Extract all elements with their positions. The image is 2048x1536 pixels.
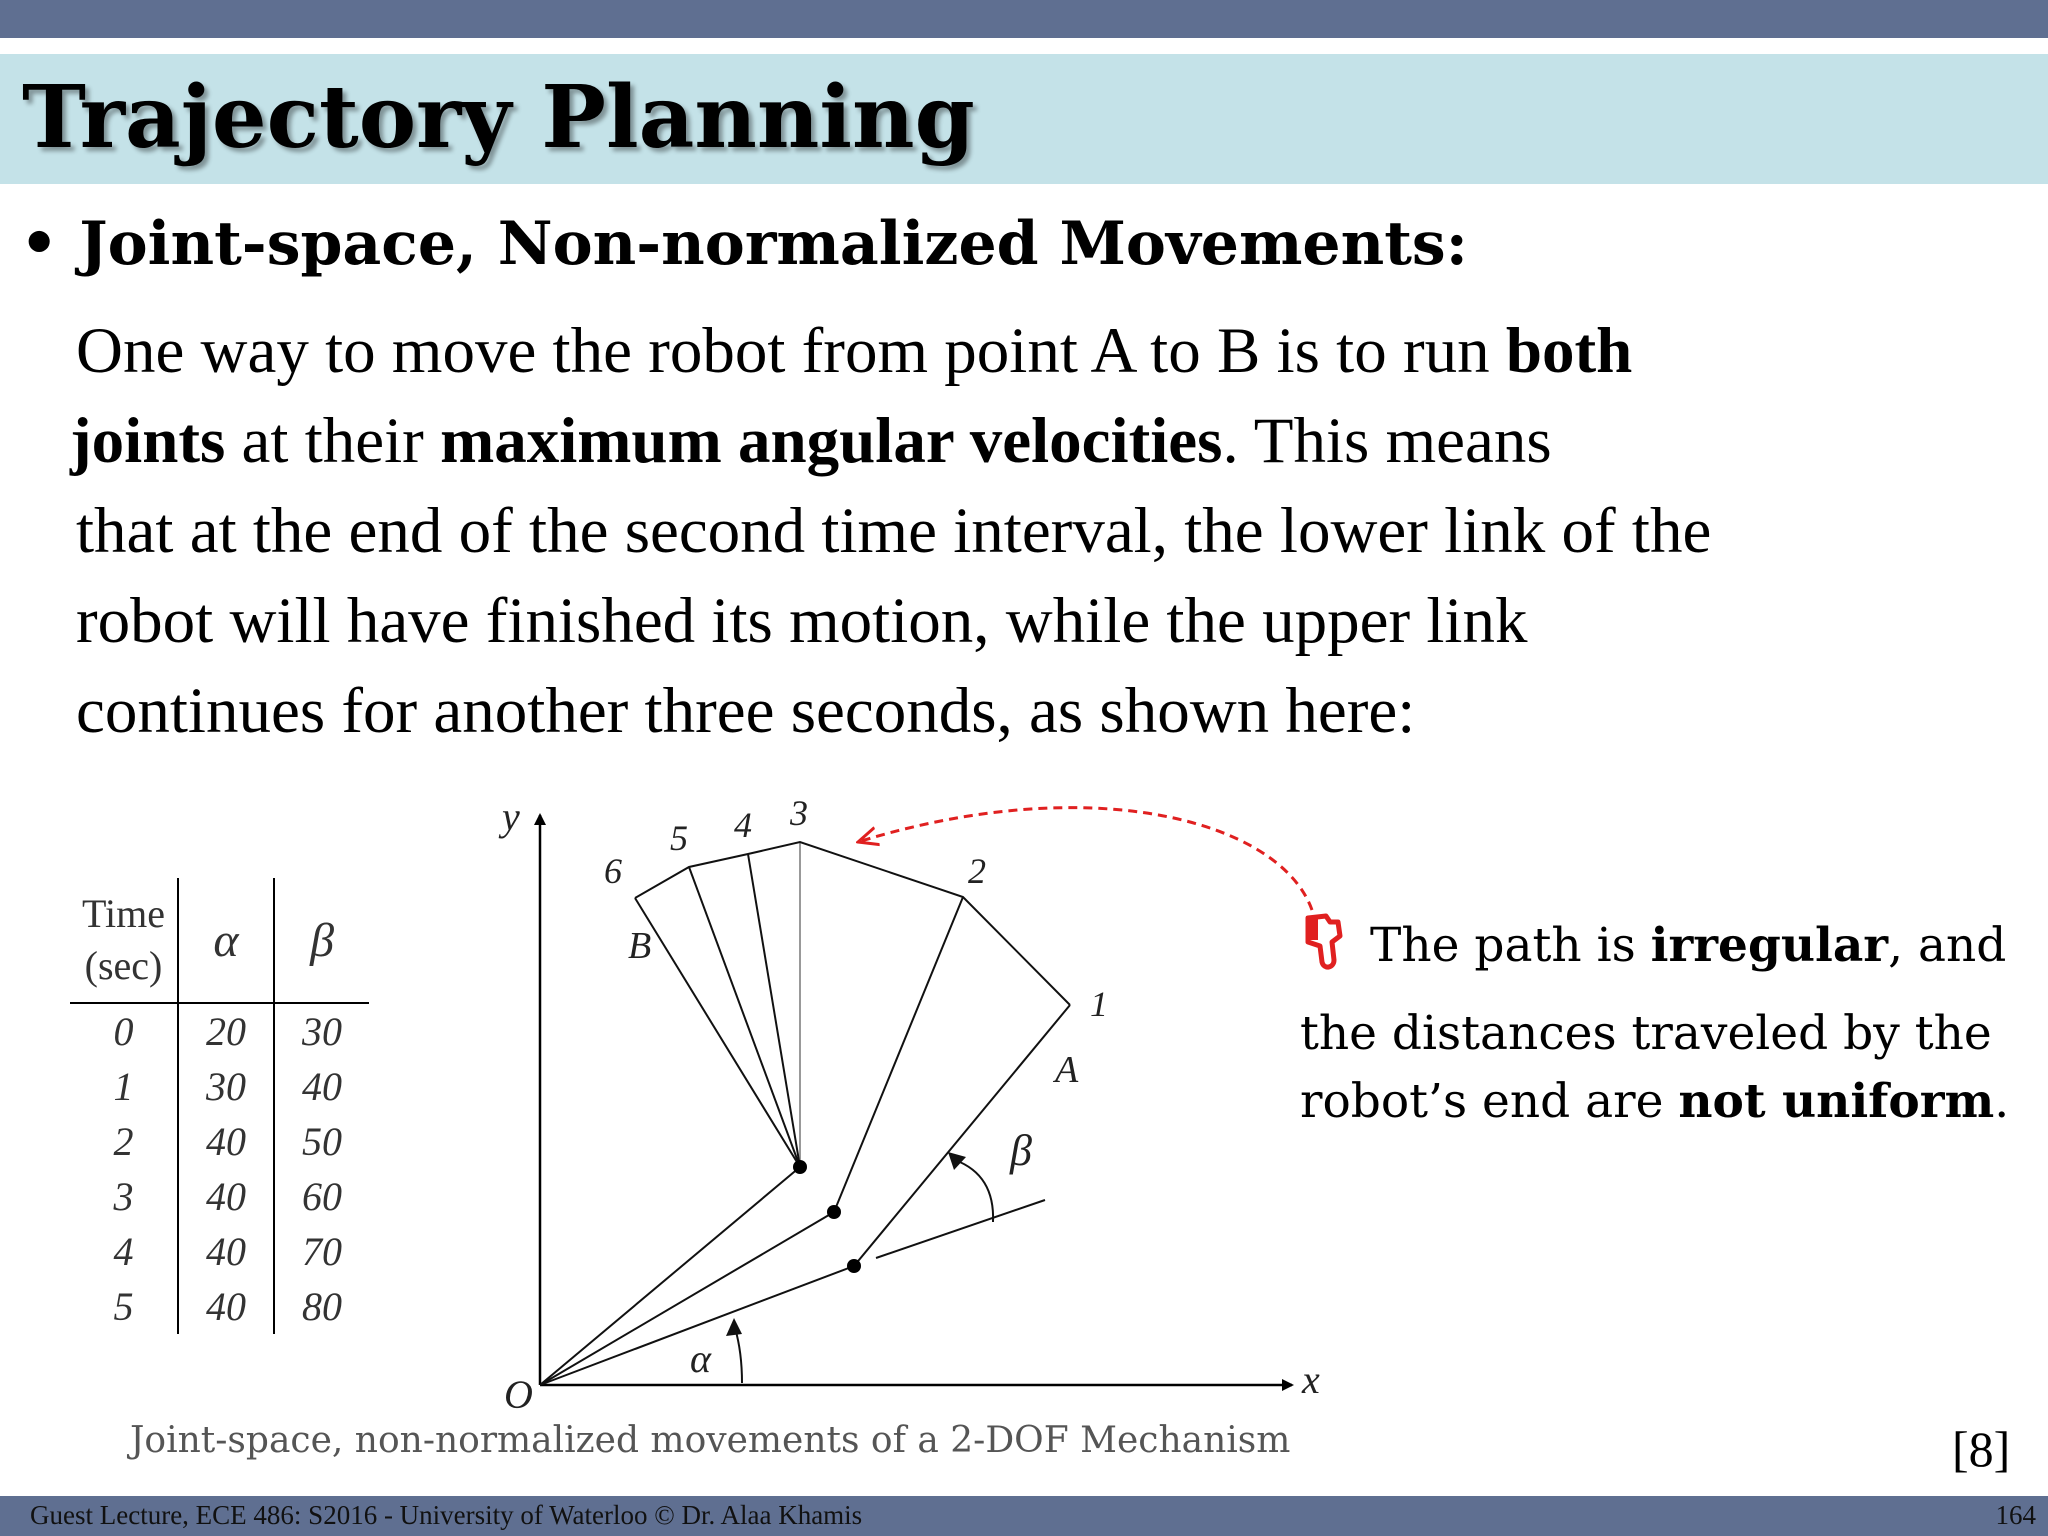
path-label-5: 5	[670, 818, 688, 858]
thumbs-down-icon	[1300, 912, 1362, 974]
table-row: 1 30 40	[70, 1059, 369, 1114]
figure-caption: Joint-space, non-normalized movements of a 2-DOF Mechanism	[130, 1420, 1291, 1461]
note-line-2: the distances traveled by the	[1300, 1006, 1992, 1061]
table-row: 0 20 30	[70, 1003, 369, 1059]
bold-not-uniform: not uniform	[1678, 1074, 1995, 1129]
note-line-3: robot’s end are not uniform.	[1300, 1074, 2010, 1129]
path-label-2: 2	[968, 851, 986, 891]
footer-credit: Guest Lecture, ECE 486: S2016 - University of Waterloo © Dr. Alaa Khamis	[30, 1500, 863, 1530]
joint-dot	[793, 1160, 807, 1174]
origin-label: O	[504, 1372, 533, 1417]
point-b-label: B	[628, 925, 652, 967]
robot-arm-diagram	[480, 780, 1360, 1420]
end-effector-path	[635, 842, 1070, 1005]
beta-label: β	[1010, 1126, 1032, 1175]
reference-number: [8]	[1952, 1421, 2011, 1477]
path-label-3: 3	[790, 793, 808, 833]
slide-title: Trajectory Planning	[22, 67, 975, 168]
table-row: 2 40 50	[70, 1114, 369, 1169]
point-a-label: A	[1055, 1049, 1079, 1091]
joint-dot	[827, 1205, 841, 1219]
body-line-5: continues for another three seconds, as shown here:	[76, 675, 1416, 747]
joint-angle-table	[70, 878, 369, 1334]
red-annotation-arrow	[858, 808, 1312, 910]
alpha-label: α	[690, 1336, 711, 1381]
body-line-4: robot will have finished its motion, while the upper link	[76, 585, 1528, 657]
body-line-3: that at the end of the second time interval, the lower link of the	[76, 495, 1712, 567]
alpha-arc-arrow	[726, 1318, 742, 1336]
bullet-heading-text: Joint-space, Non-normalized Movements:	[79, 209, 1468, 279]
table-row: 3 40 60	[70, 1169, 369, 1224]
page-number: 164	[1995, 1500, 2036, 1530]
header-alpha: α	[178, 878, 274, 1003]
body-line-2: joints at their maximum angular velocities. This means	[70, 405, 1552, 477]
footer-bar	[0, 1496, 2048, 1536]
y-axis-label: y	[502, 794, 520, 839]
table-row: 5 40 80	[70, 1279, 369, 1334]
path-label-4: 4	[734, 805, 752, 845]
bold-joints: joints	[70, 405, 226, 477]
top-bar	[0, 0, 2048, 38]
x-axis-label: x	[1302, 1357, 1320, 1402]
upper-links	[635, 842, 1070, 1266]
path-label-6: 6	[604, 851, 622, 891]
table-row: 4 40 70	[70, 1224, 369, 1279]
body-paragraph	[70, 306, 2016, 756]
body-line-1: One way to move the robot from point A to B is to run both	[76, 315, 1633, 387]
header-time: Time (sec)	[70, 878, 178, 1003]
bold-irregular: irregular	[1650, 918, 1889, 973]
bold-both: both	[1505, 315, 1633, 387]
bullet-heading: • Joint-space, Non-normalized Movements:	[20, 209, 1468, 279]
joint-dot	[847, 1259, 861, 1273]
header-beta: β	[274, 878, 369, 1003]
alpha-arc	[735, 1328, 742, 1383]
path-label-1: 1	[1090, 984, 1108, 1024]
note-line-1: The path is irregular, and	[1370, 918, 2007, 973]
beta-arc-arrow	[948, 1152, 966, 1170]
beta-arc	[955, 1160, 993, 1222]
bold-max-velocities: maximum angular velocities	[440, 405, 1223, 477]
